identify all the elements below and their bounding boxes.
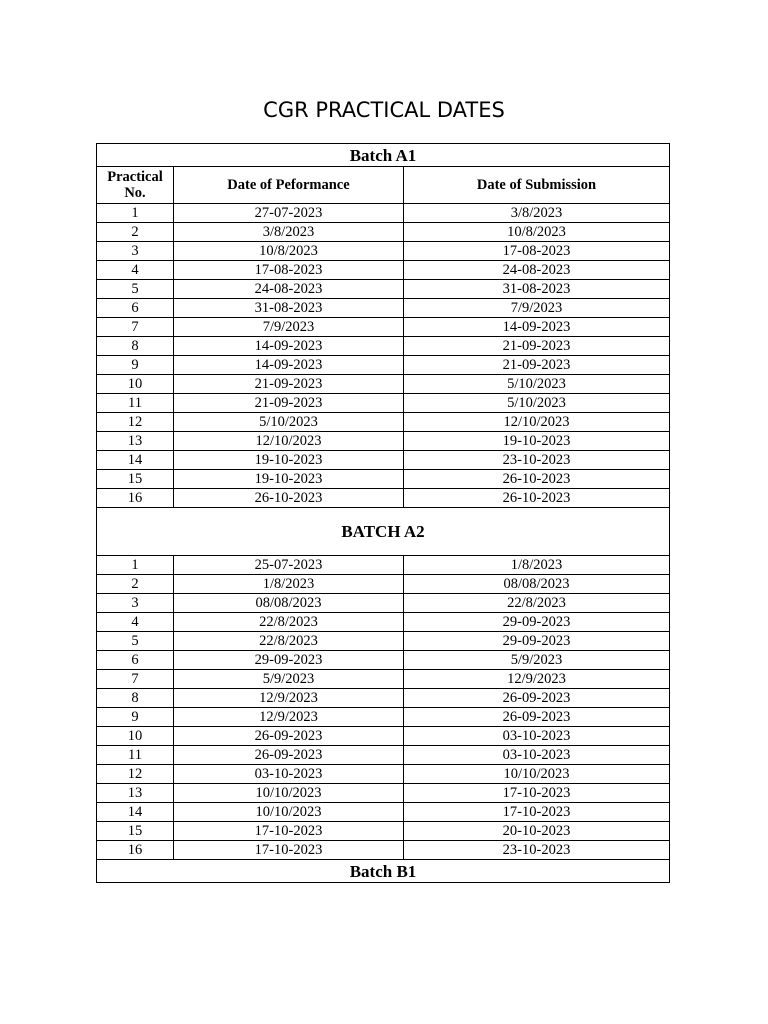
table-row	[97, 803, 670, 822]
performance-date-cell: 08/08/2023	[174, 594, 404, 613]
table-row	[97, 594, 670, 613]
table-row	[97, 651, 670, 670]
practical-no-cell: 10	[97, 727, 174, 746]
practical-no-cell: 14	[97, 451, 174, 470]
table-row	[97, 394, 670, 413]
practical-no-cell: 14	[97, 803, 174, 822]
practical-no-cell: 13	[97, 784, 174, 803]
page-title: CGR PRACTICAL DATES	[263, 98, 505, 122]
table-row	[97, 280, 670, 299]
performance-date-cell: 03-10-2023	[174, 765, 404, 784]
practical-no-cell: 1	[97, 204, 174, 223]
table-row	[97, 375, 670, 394]
practical-no-cell: 4	[97, 261, 174, 280]
submission-date-cell: 29-09-2023	[404, 613, 670, 632]
performance-date-cell: 22/8/2023	[174, 613, 404, 632]
submission-date-cell: 14-09-2023	[404, 318, 670, 337]
performance-date-cell: 1/8/2023	[174, 575, 404, 594]
practical-no-header: Practical No.	[97, 167, 174, 204]
submission-date-cell: 26-10-2023	[404, 470, 670, 489]
submission-date-cell: 19-10-2023	[404, 432, 670, 451]
submission-date-cell: 23-10-2023	[404, 841, 670, 860]
table-row	[97, 727, 670, 746]
practical-no-cell: 16	[97, 489, 174, 508]
submission-date-cell: 17-10-2023	[404, 784, 670, 803]
performance-date-cell: 26-09-2023	[174, 746, 404, 765]
table-row	[97, 784, 670, 803]
submission-date-cell: 29-09-2023	[404, 632, 670, 651]
practical-no-cell: 3	[97, 594, 174, 613]
submission-date-cell: 03-10-2023	[404, 746, 670, 765]
performance-date-cell: 29-09-2023	[174, 651, 404, 670]
submission-date-cell: 5/10/2023	[404, 375, 670, 394]
batch-header-row	[97, 860, 670, 883]
table-row	[97, 632, 670, 651]
practical-no-cell: 9	[97, 708, 174, 727]
practical-no-cell: 12	[97, 765, 174, 784]
submission-date-cell: 10/8/2023	[404, 223, 670, 242]
practical-no-cell: 5	[97, 280, 174, 299]
table-row	[97, 822, 670, 841]
submission-date-cell: 26-09-2023	[404, 689, 670, 708]
performance-date-cell: 26-10-2023	[174, 489, 404, 508]
table-row	[97, 318, 670, 337]
practical-no-cell: 10	[97, 375, 174, 394]
table-row	[97, 556, 670, 575]
performance-date-cell: 24-08-2023	[174, 280, 404, 299]
practical-no-cell: 9	[97, 356, 174, 375]
table-row	[97, 432, 670, 451]
submission-date-cell: 12/9/2023	[404, 670, 670, 689]
submission-date-cell: 22/8/2023	[404, 594, 670, 613]
practical-no-cell: 2	[97, 575, 174, 594]
table-row	[97, 204, 670, 223]
submission-date-cell: 10/10/2023	[404, 765, 670, 784]
table-row	[97, 841, 670, 860]
performance-date-cell: 5/10/2023	[174, 413, 404, 432]
batch-title: BATCH A2	[97, 508, 670, 556]
table-row	[97, 670, 670, 689]
practical-no-cell: 6	[97, 299, 174, 318]
performance-date-cell: 5/9/2023	[174, 670, 404, 689]
performance-date-cell: 7/9/2023	[174, 318, 404, 337]
submission-date-cell: 17-08-2023	[404, 242, 670, 261]
performance-date-cell: 26-09-2023	[174, 727, 404, 746]
table-row	[97, 689, 670, 708]
performance-date-cell: 21-09-2023	[174, 375, 404, 394]
column-header-row	[97, 167, 670, 204]
practical-no-cell: 16	[97, 841, 174, 860]
performance-date-cell: 14-09-2023	[174, 337, 404, 356]
submission-date-cell: 1/8/2023	[404, 556, 670, 575]
submission-date-header: Date of Submission	[404, 167, 670, 204]
table-row	[97, 613, 670, 632]
practical-no-cell: 7	[97, 670, 174, 689]
table-row	[97, 746, 670, 765]
performance-date-header: Date of Peformance	[174, 167, 404, 204]
table-row	[97, 242, 670, 261]
submission-date-cell: 7/9/2023	[404, 299, 670, 318]
submission-date-cell: 23-10-2023	[404, 451, 670, 470]
table-row	[97, 489, 670, 508]
table-row	[97, 451, 670, 470]
performance-date-cell: 12/9/2023	[174, 708, 404, 727]
practical-no-cell: 15	[97, 822, 174, 841]
practical-no-cell: 12	[97, 413, 174, 432]
table-row	[97, 708, 670, 727]
submission-date-cell: 17-10-2023	[404, 803, 670, 822]
table-row	[97, 223, 670, 242]
batch-title: Batch A1	[97, 144, 670, 167]
submission-date-cell: 5/9/2023	[404, 651, 670, 670]
performance-date-cell: 25-07-2023	[174, 556, 404, 575]
performance-date-cell: 17-10-2023	[174, 841, 404, 860]
performance-date-cell: 12/10/2023	[174, 432, 404, 451]
performance-date-cell: 22/8/2023	[174, 632, 404, 651]
table-row	[97, 575, 670, 594]
submission-date-cell: 21-09-2023	[404, 337, 670, 356]
practical-no-cell: 2	[97, 223, 174, 242]
performance-date-cell: 31-08-2023	[174, 299, 404, 318]
submission-date-cell: 31-08-2023	[404, 280, 670, 299]
table-row	[97, 356, 670, 375]
batch-header-row	[97, 144, 670, 167]
submission-date-cell: 24-08-2023	[404, 261, 670, 280]
practical-no-cell: 1	[97, 556, 174, 575]
submission-date-cell: 20-10-2023	[404, 822, 670, 841]
table-row	[97, 470, 670, 489]
performance-date-cell: 17-08-2023	[174, 261, 404, 280]
table-row	[97, 299, 670, 318]
performance-date-cell: 10/10/2023	[174, 784, 404, 803]
practical-no-cell: 11	[97, 746, 174, 765]
practical-no-cell: 15	[97, 470, 174, 489]
performance-date-cell: 10/8/2023	[174, 242, 404, 261]
practical-no-cell: 3	[97, 242, 174, 261]
practical-no-cell: 6	[97, 651, 174, 670]
submission-date-cell: 26-09-2023	[404, 708, 670, 727]
practical-no-cell: 8	[97, 689, 174, 708]
practical-no-cell: 11	[97, 394, 174, 413]
practical-dates-table	[96, 143, 670, 883]
practical-no-cell: 7	[97, 318, 174, 337]
practical-no-cell: 8	[97, 337, 174, 356]
submission-date-cell: 3/8/2023	[404, 204, 670, 223]
performance-date-cell: 17-10-2023	[174, 822, 404, 841]
practical-no-cell: 5	[97, 632, 174, 651]
performance-date-cell: 19-10-2023	[174, 470, 404, 489]
performance-date-cell: 19-10-2023	[174, 451, 404, 470]
practical-no-cell: 4	[97, 613, 174, 632]
submission-date-cell: 12/10/2023	[404, 413, 670, 432]
table-row	[97, 337, 670, 356]
performance-date-cell: 3/8/2023	[174, 223, 404, 242]
performance-date-cell: 27-07-2023	[174, 204, 404, 223]
performance-date-cell: 21-09-2023	[174, 394, 404, 413]
submission-date-cell: 21-09-2023	[404, 356, 670, 375]
submission-date-cell: 03-10-2023	[404, 727, 670, 746]
performance-date-cell: 12/9/2023	[174, 689, 404, 708]
submission-date-cell: 26-10-2023	[404, 489, 670, 508]
table-row	[97, 765, 670, 784]
batch-title: Batch B1	[97, 860, 670, 883]
table-row	[97, 261, 670, 280]
batch-header-row	[97, 508, 670, 556]
performance-date-cell: 10/10/2023	[174, 803, 404, 822]
table-row	[97, 413, 670, 432]
performance-date-cell: 14-09-2023	[174, 356, 404, 375]
submission-date-cell: 08/08/2023	[404, 575, 670, 594]
practical-no-cell: 13	[97, 432, 174, 451]
submission-date-cell: 5/10/2023	[404, 394, 670, 413]
